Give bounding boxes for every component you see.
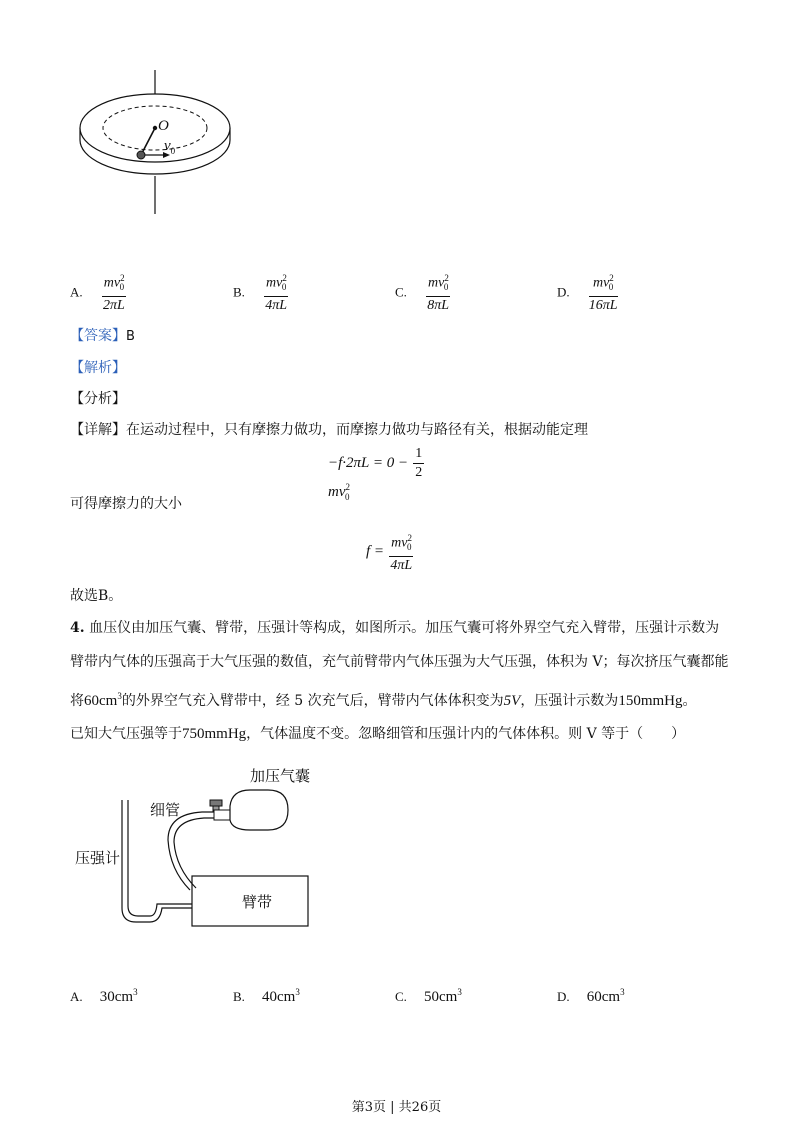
q4-line3: 将$60cm^3$的外界空气充入臂带中，经 5 次充气后，臂带内气体体积变为5V，压强计示数为150mmHg。 (70, 691, 697, 709)
q4-line1: 4. 血压仪由加压气囊、臂带，压强计等构成，如图所示。加压气囊可将外界空气充入臂带，压强计示数为 (70, 620, 720, 636)
answer-line: 【答案】B (70, 328, 135, 344)
q4-line2: 臂带内气体的压强高于大气压强的数值，充气前臂带内气体压强为大气压强，体积为 V；每次挤压气囊都能 (70, 654, 729, 670)
figure-blood-pressure-meter (110, 780, 320, 930)
equation-work-energy: −f·2πL = 0 − $\frac{1}{2}$ $mv^2_0$ (328, 446, 423, 502)
q4-line4: 已知大气压强等于750mmHg，气体温度不变。忽略细管和压强计内的气体体积。则 V 等于（ ） (70, 726, 686, 742)
figure-rotating-disc (75, 68, 235, 218)
friction-line: 可得摩擦力的大小 (70, 496, 182, 512)
detail-line: 【详解】在运动过程中，只有摩擦力做功，而摩擦力做功与路径有关，根据动能定理 (70, 422, 588, 438)
label-O: O (158, 118, 169, 134)
q3-option-d[interactable]: D. $\frac{mv^2_0}{16\pi L}$ (557, 270, 618, 314)
q3-option-b[interactable]: B. $\frac{mv^2_0}{4\pi L}$ (233, 270, 288, 314)
q4-option-b[interactable]: B. $40cm^3$ (233, 987, 300, 1005)
label-gauge: 压强计 (75, 849, 121, 867)
label-v0: $v_0$ (164, 138, 176, 156)
fenxi-tag: 【分析】 (70, 391, 126, 407)
page-footer: 第3页 | 共26页 (351, 1100, 442, 1115)
analysis-tag: 【解析】 (70, 360, 126, 376)
q4-option-d[interactable]: D. $60cm^3$ (557, 987, 625, 1005)
label-bulb: 加压气囊 (250, 767, 311, 785)
choose-line: 故选B。 (70, 588, 123, 604)
q4-option-c[interactable]: C. $50cm^3$ (395, 987, 462, 1005)
label-cuff: 臂带 (242, 893, 273, 911)
equation-friction: f = $\frac{mv^2_0}{4\pi L}$ (366, 530, 413, 574)
q3-option-a[interactable]: A. $\frac{mv^2_0}{2\pi L}$ (70, 270, 126, 314)
label-tube: 细管 (150, 801, 181, 819)
q3-option-c[interactable]: C. $\frac{mv^2_0}{8\pi L}$ (395, 270, 450, 314)
q4-option-a[interactable]: A. $30cm^3$ (70, 987, 138, 1005)
